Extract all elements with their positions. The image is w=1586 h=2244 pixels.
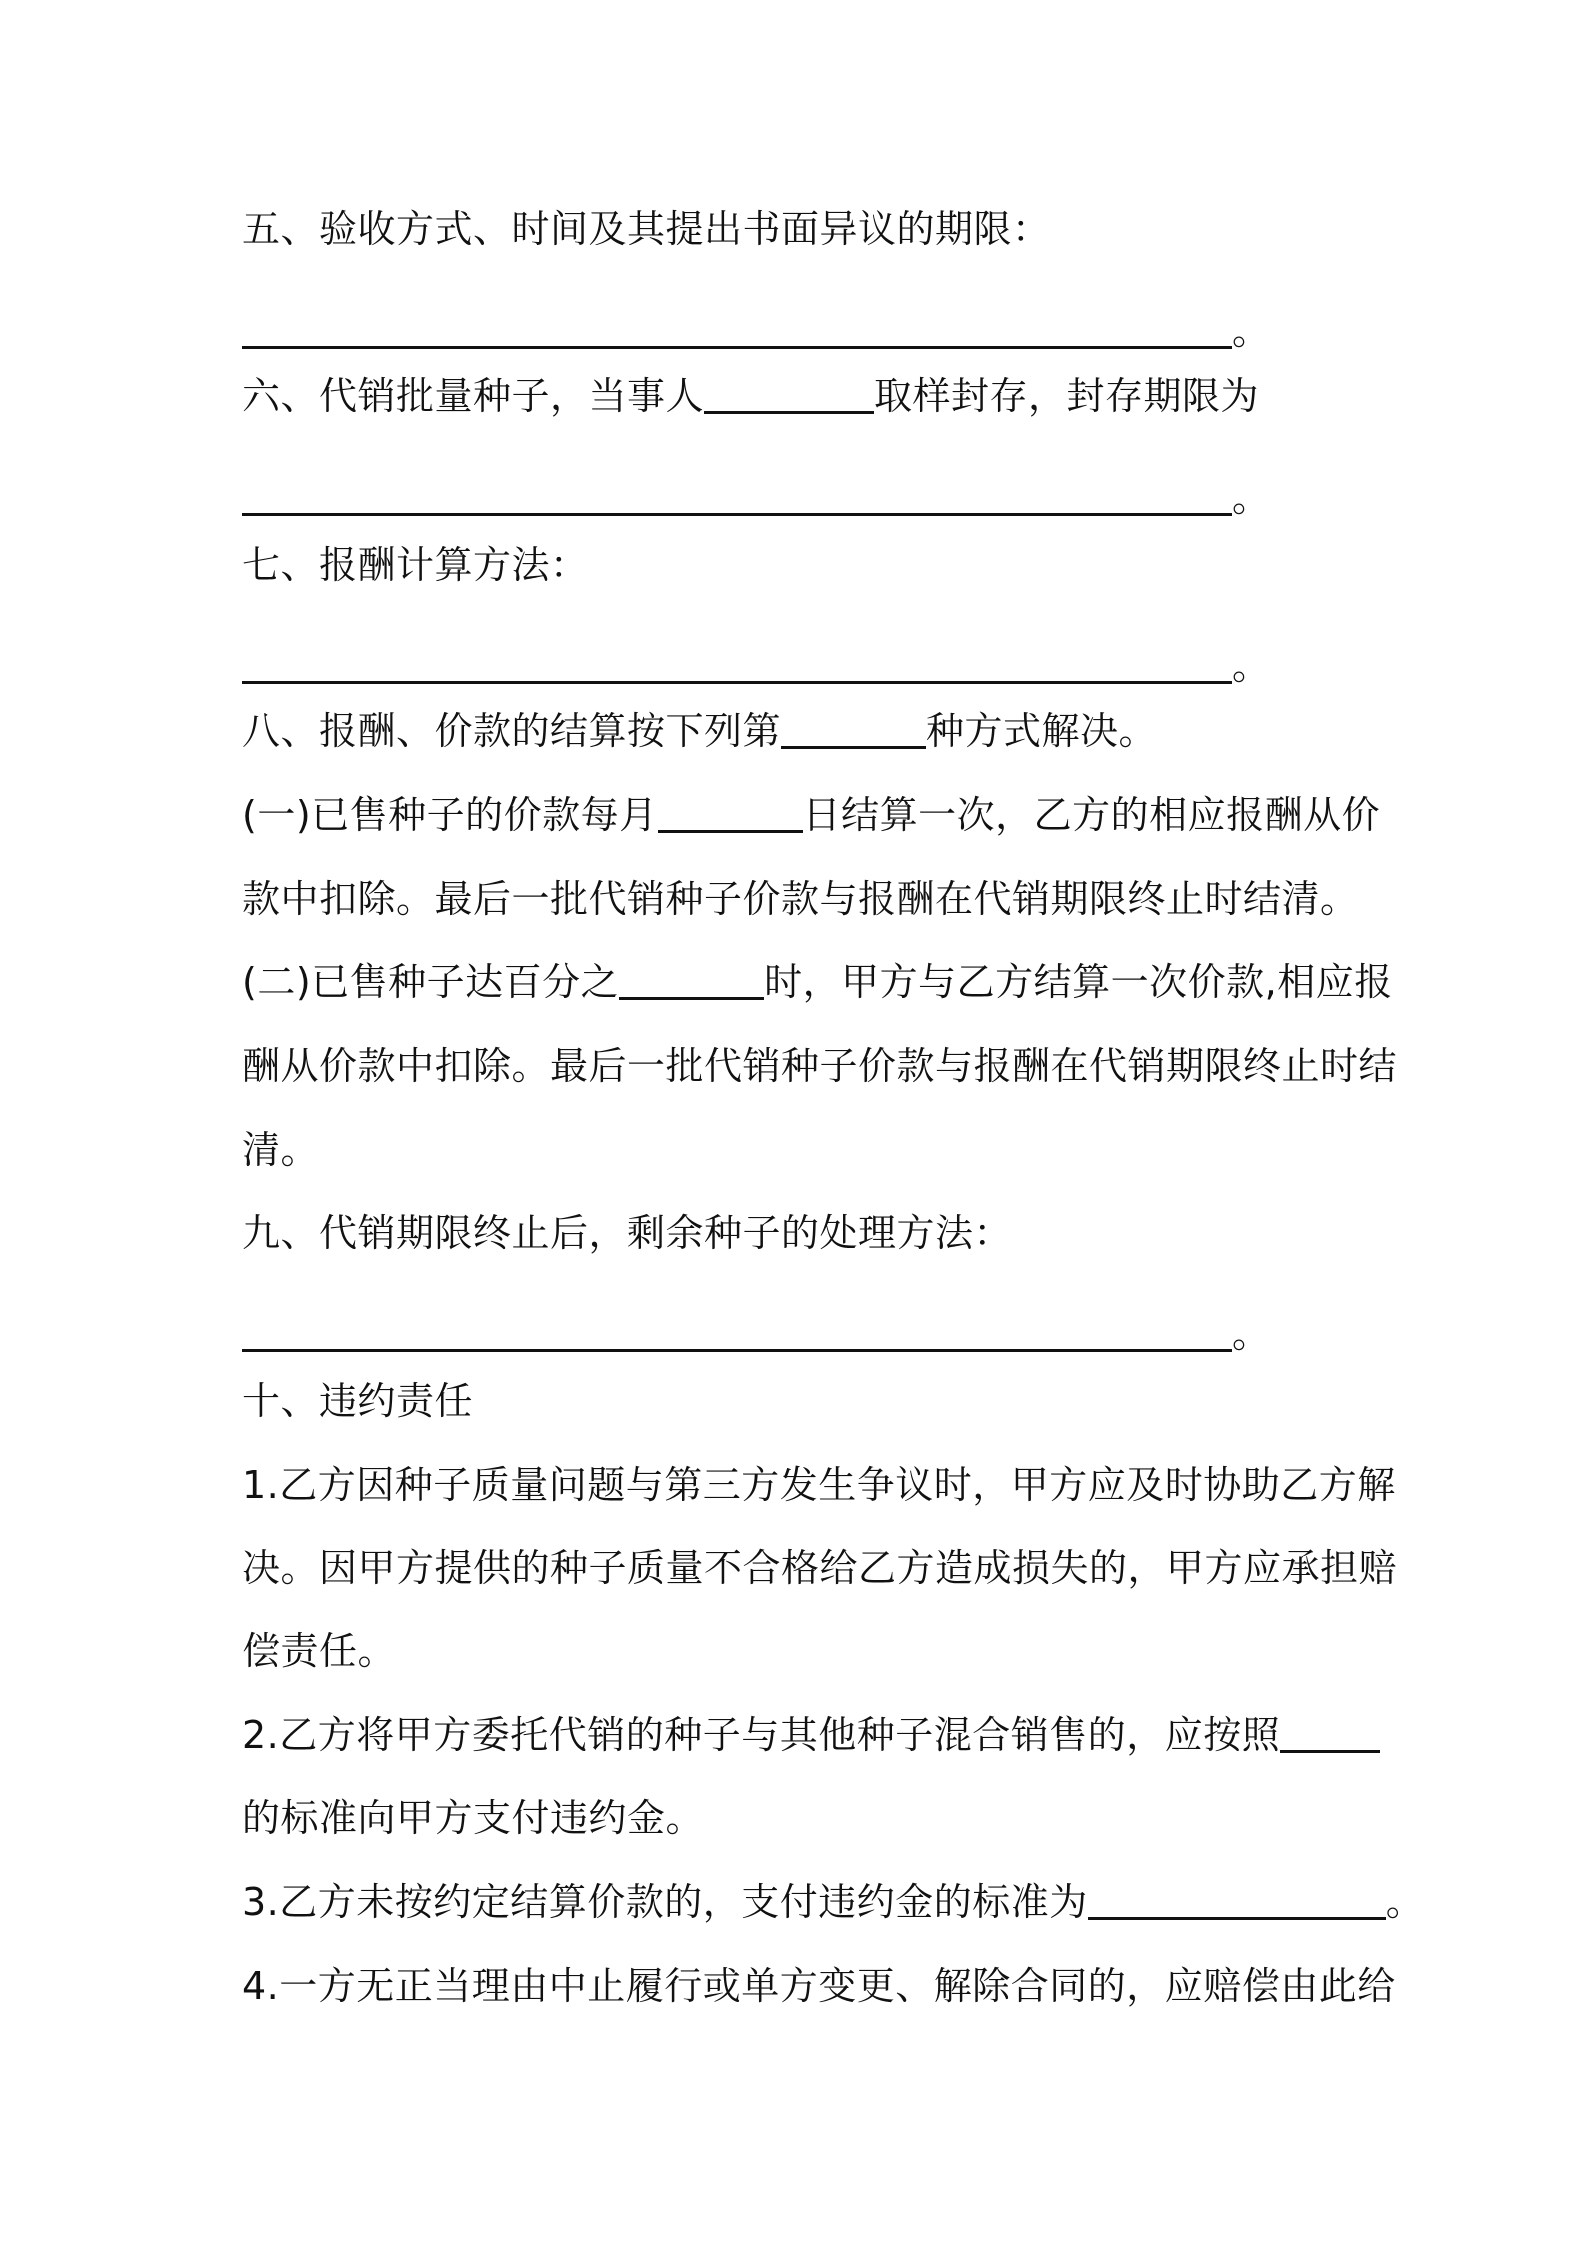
section-10-item-2-line-1 xyxy=(242,1709,1380,1761)
section-6-fill-line xyxy=(242,472,1271,524)
section-10-item-1-text-b: 决。因甲方提供的种子质量不合格给乙方造成损失的，甲方应承担赔 xyxy=(242,1546,1398,1590)
section-9-fill-line xyxy=(242,1308,1271,1360)
section-10-item-1-line-2 xyxy=(242,1542,1397,1594)
section-5-fill-line xyxy=(242,305,1271,357)
section-8-option-1-day-blank[interactable] xyxy=(658,789,803,841)
section-8-option-1-line-1 xyxy=(242,789,1380,841)
section-6-line xyxy=(242,370,1259,422)
section-6-text-b: 取样封存，封存期限为 xyxy=(874,374,1260,418)
section-10-item-3-end-mark: 。 xyxy=(1385,1880,1425,1924)
section-8-text-b: 种方式解决。 xyxy=(926,709,1158,753)
section-8-text-a: 八、报酬、价款的结算按下列第 xyxy=(242,709,782,753)
section-8-option-1-text-b: 日结算一次，乙方的相应报酬从价 xyxy=(802,793,1381,837)
section-5-heading-text: 五、验收方式、时间及其提出书面异议的期限： xyxy=(242,207,1051,251)
section-7-heading xyxy=(242,539,589,591)
section-10-item-2-line-2 xyxy=(242,1792,704,1844)
section-8-option-1-text-c: 款中扣除。最后一批代销种子价款与报酬在代销期限终止时结清。 xyxy=(242,877,1359,921)
section-10-item-3-line xyxy=(242,1876,1424,1928)
section-8-option-2-text-c: 酬从价款中扣除。最后一批代销种子价款与报酬在代销期限终止时结 xyxy=(242,1044,1398,1088)
section-7-end-mark: 。 xyxy=(1232,644,1271,688)
section-7-blank[interactable] xyxy=(242,640,1232,692)
section-8-option-1-line-2 xyxy=(242,873,1359,925)
section-8-option-1-text-a: (一)已售种子的价款每月 xyxy=(242,793,658,837)
section-10-item-2-standard-blank[interactable] xyxy=(1280,1709,1380,1761)
section-10-heading-text: 十、违约责任 xyxy=(242,1379,474,1423)
section-8-option-2-text-a: (二)已售种子达百分之 xyxy=(242,960,620,1004)
section-10-item-1-text-c: 偿责任。 xyxy=(242,1629,397,1673)
section-6-text-a: 六、代销批量种子，当事人 xyxy=(242,374,705,418)
section-8-option-2-line-3 xyxy=(242,1124,319,1176)
section-6-end-mark: 。 xyxy=(1232,476,1271,520)
section-8-option-blank[interactable] xyxy=(781,705,926,757)
section-5-blank[interactable] xyxy=(242,305,1232,357)
section-10-item-3-penalty-blank[interactable] xyxy=(1088,1876,1386,1928)
section-10-item-2-text-b: 的标准向甲方支付违约金。 xyxy=(242,1796,705,1840)
section-6-period-blank[interactable] xyxy=(242,472,1232,524)
section-10-item-1-text-a: 1.乙方因种子质量问题与第三方发生争议时，甲方应及时协助乙方解 xyxy=(242,1463,1396,1507)
section-7-heading-text: 七、报酬计算方法： xyxy=(242,543,589,587)
section-9-heading-text: 九、代销期限终止后，剩余种子的处理方法： xyxy=(242,1211,1013,1255)
section-5-end-mark: 。 xyxy=(1232,309,1271,353)
section-10-item-4-text-a: 4.一方无正当理由中止履行或单方变更、解除合同的，应赔偿由此给 xyxy=(242,1964,1396,2008)
section-10-item-1-line-1 xyxy=(242,1459,1396,1511)
section-8-option-2-line-2 xyxy=(242,1040,1397,1092)
section-8-option-2-percent-blank[interactable] xyxy=(619,956,764,1008)
section-8-option-2-text-b: 时，甲方与乙方结算一次价款,相应报 xyxy=(764,960,1393,1004)
section-6-party-blank[interactable] xyxy=(704,370,874,422)
section-8-option-2-text-d: 清。 xyxy=(242,1128,320,1172)
section-10-item-1-line-3 xyxy=(242,1625,396,1677)
section-10-item-2-text-a: 2.乙方将甲方委托代销的种子与其他种子混合销售的，应按照 xyxy=(242,1713,1281,1757)
section-9-blank[interactable] xyxy=(242,1308,1232,1360)
section-5-heading xyxy=(242,203,1051,255)
section-9-heading xyxy=(242,1207,1012,1259)
section-10-item-3-text-a: 3.乙方未按约定结算价款的，支付违约金的标准为 xyxy=(242,1880,1088,1924)
section-10-heading xyxy=(242,1375,473,1427)
section-9-end-mark: 。 xyxy=(1232,1312,1271,1356)
section-7-fill-line xyxy=(242,640,1271,692)
section-8-option-2-line-1 xyxy=(242,956,1393,1008)
section-8-heading xyxy=(242,705,1157,757)
section-10-item-4-line-1 xyxy=(242,1960,1396,2012)
